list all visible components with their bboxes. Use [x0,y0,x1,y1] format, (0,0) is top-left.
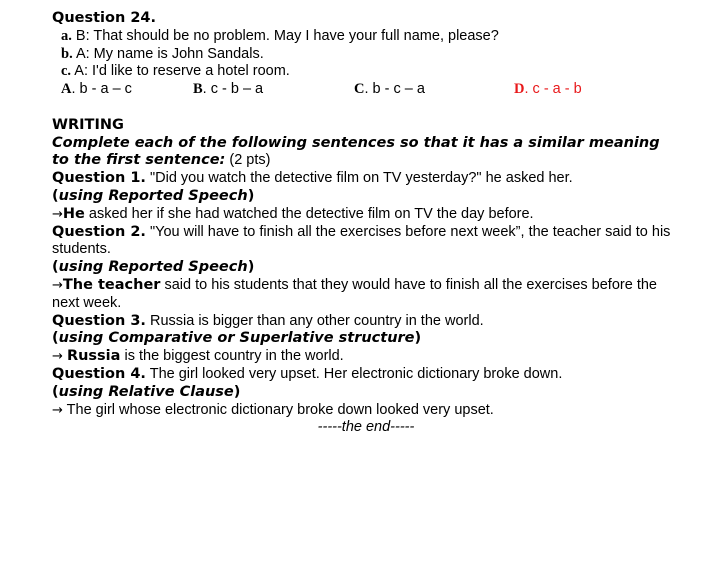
hint-paren: ( [52,187,59,204]
answer-d-correct [514,81,582,99]
question-24-title: Question 24. [52,10,157,26]
hint-text: using Relative Clause [58,383,234,400]
question-text: "You will have to finish all the exercises before next week”, the teacher said to his students. [52,223,671,258]
option-text: B: That should be no problem. May I have your full name, please? [75,27,499,44]
instruction-text: Complete each of the following sentences so that it has a similar meaning to the first sentence: [52,134,660,169]
answer-choices [52,81,672,99]
answer-text: . b - a – c [71,81,132,98]
option-text: A: My name is John Sandals. [75,45,264,62]
question-text: Russia is bigger than any other country in the world. [145,312,484,329]
answer-a [61,81,193,99]
answer-letter: A [61,81,72,98]
question-4 [52,366,672,384]
option-b [52,46,672,64]
answer-bold: Russia [66,348,121,365]
answer-text: . c - a - b [524,81,582,98]
hint-paren: ) [414,330,422,347]
answer-letter: C [354,81,365,98]
answer-text: . c - b – a [202,81,264,98]
option-c [52,63,672,81]
question-label: Question 1. [52,170,146,187]
hint-text: using Reported Speech [58,259,248,276]
hint-paren: ) [247,259,255,276]
answer-letter: D [514,81,525,98]
question-2-answer [52,277,672,313]
answer-c [354,81,514,99]
answer-rest: said to his students that they would have to finish all the exercises before the next week. [52,276,657,311]
answer-bold: The teacher [62,276,161,293]
hint-text: using Reported Speech [58,187,248,204]
option-text: A: I'd like to reserve a hotel room. [74,63,290,80]
hint-paren: ( [52,383,59,400]
question-text: "Did you watch the detective film on TV yesterday?" he asked her. [145,170,573,187]
arrow-icon: → [52,349,63,365]
answer-text: . b - c – a [364,81,425,98]
answer-rest: The girl whose electronic dictionary broke down looked very upset. [62,401,494,418]
question-2 [52,224,672,260]
arrow-icon: → [52,277,63,293]
question-4-answer [52,402,672,420]
writing-heading: WRITING [52,116,124,133]
arrow-icon: → [52,402,63,418]
hint-text: using Comparative or Superlative structure [58,330,415,347]
option-a [52,28,672,46]
question-3 [52,313,672,331]
answer-bold: He [62,205,85,222]
option-letter: a. [61,27,72,44]
question-label: Question 3. [52,312,146,329]
question-1-hint [52,188,672,206]
question-label: Question 4. [52,365,146,382]
hint-paren: ( [52,259,59,276]
option-letter: c. [61,63,72,80]
question-3-hint [52,330,672,348]
arrow-icon: → [52,206,63,222]
question-1 [52,170,672,188]
document-page [52,10,672,437]
answer-rest: asked her if she had watched the detective film on TV the day before. [84,205,534,222]
hint-paren: ) [233,383,241,400]
hint-paren: ( [52,330,59,347]
points-text: (2 pts) [225,152,271,169]
option-letter: b. [61,45,73,62]
question-label: Question 2. [52,223,146,240]
question-2-hint [52,259,672,277]
writing-instruction [52,135,672,171]
question-text: The girl looked very upset. Her electronic dictionary broke down. [145,365,563,382]
question-4-hint [52,384,672,402]
spacer [52,99,672,117]
hint-paren: ) [247,187,255,204]
question-3-answer [52,348,672,366]
question-1-answer [52,206,672,224]
answer-b [193,81,354,99]
the-end-footer: -----the end----- [317,419,415,436]
answer-letter: B [193,81,203,98]
answer-rest: is the biggest country in the world. [120,348,344,365]
